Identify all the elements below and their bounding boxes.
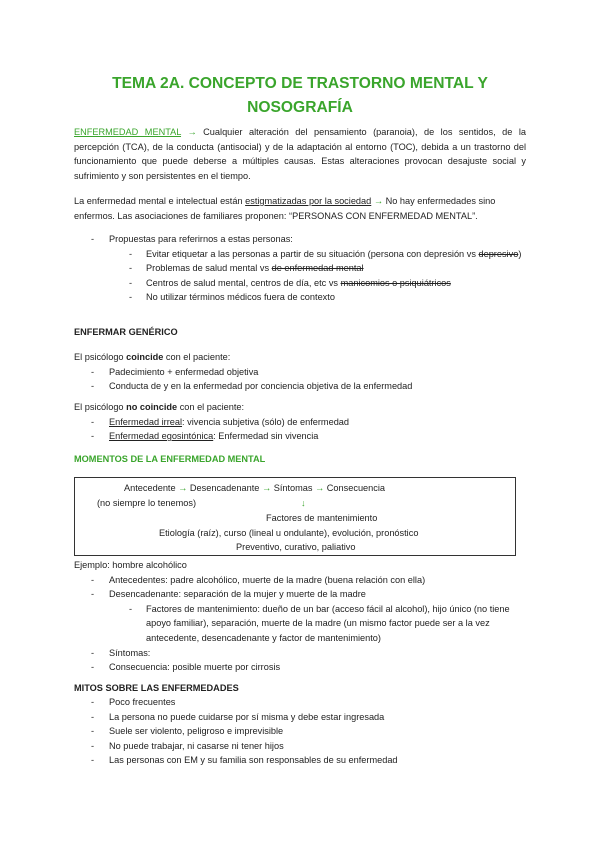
ejemplo-block xyxy=(74,558,526,675)
antecedente-note: (no siempre lo tenemos) xyxy=(97,498,197,508)
list-item xyxy=(74,429,526,444)
ejemplo-list xyxy=(74,573,526,675)
sequence-arrow: → xyxy=(259,483,274,493)
list-item: - Síntomas: xyxy=(74,646,526,661)
antecedente-label: Antecedente xyxy=(124,483,176,493)
proposal-text: Evitar etiquetar a las personas a partir de su situación (persona con depresión vs xyxy=(146,248,479,259)
down-arrow-icon: ↓ xyxy=(301,498,306,508)
stigma-underlined: estigmatizadas por la sociedad xyxy=(245,196,372,206)
stigma-text-pre: La enfermedad mental e intelectual están xyxy=(74,196,246,206)
coincide-intro xyxy=(74,350,526,365)
list-item: - Padecimiento + enfermedad objetiva xyxy=(74,365,526,380)
definition-arrow: → xyxy=(181,127,204,137)
list-item: - Antecedentes: padre alcohólico, muerte de la madre (buena relación con ella) xyxy=(74,573,526,588)
coincide-post: con el paciente: xyxy=(163,352,231,362)
ejemplo-heading: Ejemplo: hombre alcohólico xyxy=(74,560,187,570)
stigma-paragraph xyxy=(74,194,526,223)
section-heading-mitos: MITOS SOBRE LAS ENFERMEDADES xyxy=(74,683,239,693)
proposals-list xyxy=(74,232,526,305)
no-coincide-term: Enfermedad egosintónica xyxy=(109,431,214,442)
proposals-heading: Propuestas para referirnos a estas personas: xyxy=(109,234,293,244)
list-item xyxy=(74,290,526,305)
mitos-list xyxy=(74,695,526,768)
no-coincide-post: con el paciente: xyxy=(177,402,245,412)
list-item: - Desencadenante: separación de la mujer y muerte de la madre xyxy=(74,587,526,602)
page-title-line-2: NOSOGRAFÍA xyxy=(247,99,353,116)
stigma-arrow: → xyxy=(371,196,386,206)
proposal-struck-text: depresivo xyxy=(478,248,519,259)
list-item: - Suele ser violento, peligroso e imprevisible xyxy=(74,724,526,739)
proposal-text: Problemas de salud mental vs xyxy=(146,263,272,274)
no-coincide-intro xyxy=(74,400,526,415)
list-item: - Conducta de y en la enfermedad por conciencia objetiva de la enfermedad xyxy=(74,379,526,394)
coincide-bold: coincide xyxy=(126,352,164,362)
definition-text: Cualquier alteración del pensamiento (paranoia), de los sentidos, de la percepción (TCA), de la conducta (antisocial) y de la adaptación al entorno (TOC), debida a un trastorno del funcionamiento que puede deberse a múltiples causas. Estas alteraciones provocan desajuste social y sufrimiento y son persistentes en el tiempo. xyxy=(74,127,526,181)
proposal-struck-text: de enfermedad mental xyxy=(271,263,364,274)
factores-label: Factores de mantenimiento xyxy=(266,513,378,523)
etiologia-label: Etiología (raíz), curso (lineal u ondulante), evolución, pronóstico xyxy=(159,528,419,538)
page-title-line-1: TEMA 2A. CONCEPTO DE TRASTORNO MENTAL Y xyxy=(112,75,488,92)
page-title xyxy=(0,72,600,120)
list-item xyxy=(74,232,526,247)
proposal-struck-text: manicomios o psiquiátricos xyxy=(340,277,451,288)
list-item: - Evitar etiquetar a las personas a partir de su situación (persona con depresión vs depresivo) xyxy=(74,247,526,262)
definition-paragraph xyxy=(74,125,526,183)
list-item: - Factores de mantenimiento: dueño de un bar (acceso fácil al alcohol), hijo único (no tiene apoyo familiar), separación, muerte de la madre (un mismo factor puede ser a la vez antecedente, desencadenante y factor de mantenimiento) xyxy=(74,602,526,646)
proposal-text: Centros de salud mental, centros de día, etc vs xyxy=(146,277,341,288)
section-heading-enfermar: ENFERMAR GENÉRICO xyxy=(74,327,178,337)
coincide-block xyxy=(74,350,526,394)
definition-term: ENFERMEDAD MENTAL xyxy=(74,127,182,137)
coincide-pre: El psicólogo xyxy=(74,352,127,362)
list-item: - Las personas con EM y su familia son responsables de su enfermedad xyxy=(74,753,526,768)
no-coincide-pre: El psicólogo xyxy=(74,402,127,412)
no-coincide-term: Enfermedad irreal xyxy=(109,416,183,427)
no-coincide-bold: no coincide xyxy=(126,402,178,412)
list-item xyxy=(74,276,526,291)
stigma-text-post: No hay enfermedades sino enfermos. Las asociaciones de familiares proponen: “PERSONAS CON ENFERMEDAD MENTAL”. xyxy=(74,196,496,221)
no-coincide-rest: : vivencia subjetiva (sólo) de enfermedad xyxy=(182,416,350,427)
sintomas-label: Síntomas xyxy=(273,483,313,493)
sequence-arrow: → xyxy=(312,483,327,493)
preventivo-label: Preventivo, curativo, paliativo xyxy=(236,542,356,552)
sequence-arrow: → xyxy=(175,483,190,493)
momentos-sequence xyxy=(124,481,385,496)
consecuencia-label: Consecuencia xyxy=(326,483,386,493)
proposal-text: No utilizar términos médicos fuera de contexto xyxy=(146,292,335,303)
list-item xyxy=(74,415,526,430)
no-coincide-rest: : Enfermedad sin vivencia xyxy=(213,431,319,442)
list-item: - Poco frecuentes xyxy=(74,695,526,710)
momentos-diagram-box xyxy=(74,477,516,556)
no-coincide-block xyxy=(74,400,526,444)
list-item: - La persona no puede cuidarse por sí misma y debe estar ingresada xyxy=(74,710,526,725)
no-coincide-list xyxy=(74,415,526,444)
section-heading-momentos: MOMENTOS DE LA ENFERMEDAD MENTAL xyxy=(74,454,266,464)
list-item xyxy=(74,261,526,276)
list-item: - No puede trabajar, ni casarse ni tener hijos xyxy=(74,739,526,754)
desencadenante-label: Desencadenante xyxy=(189,483,260,493)
coincide-list xyxy=(74,365,526,394)
list-item: - Consecuencia: posible muerte por cirrosis xyxy=(74,660,526,675)
